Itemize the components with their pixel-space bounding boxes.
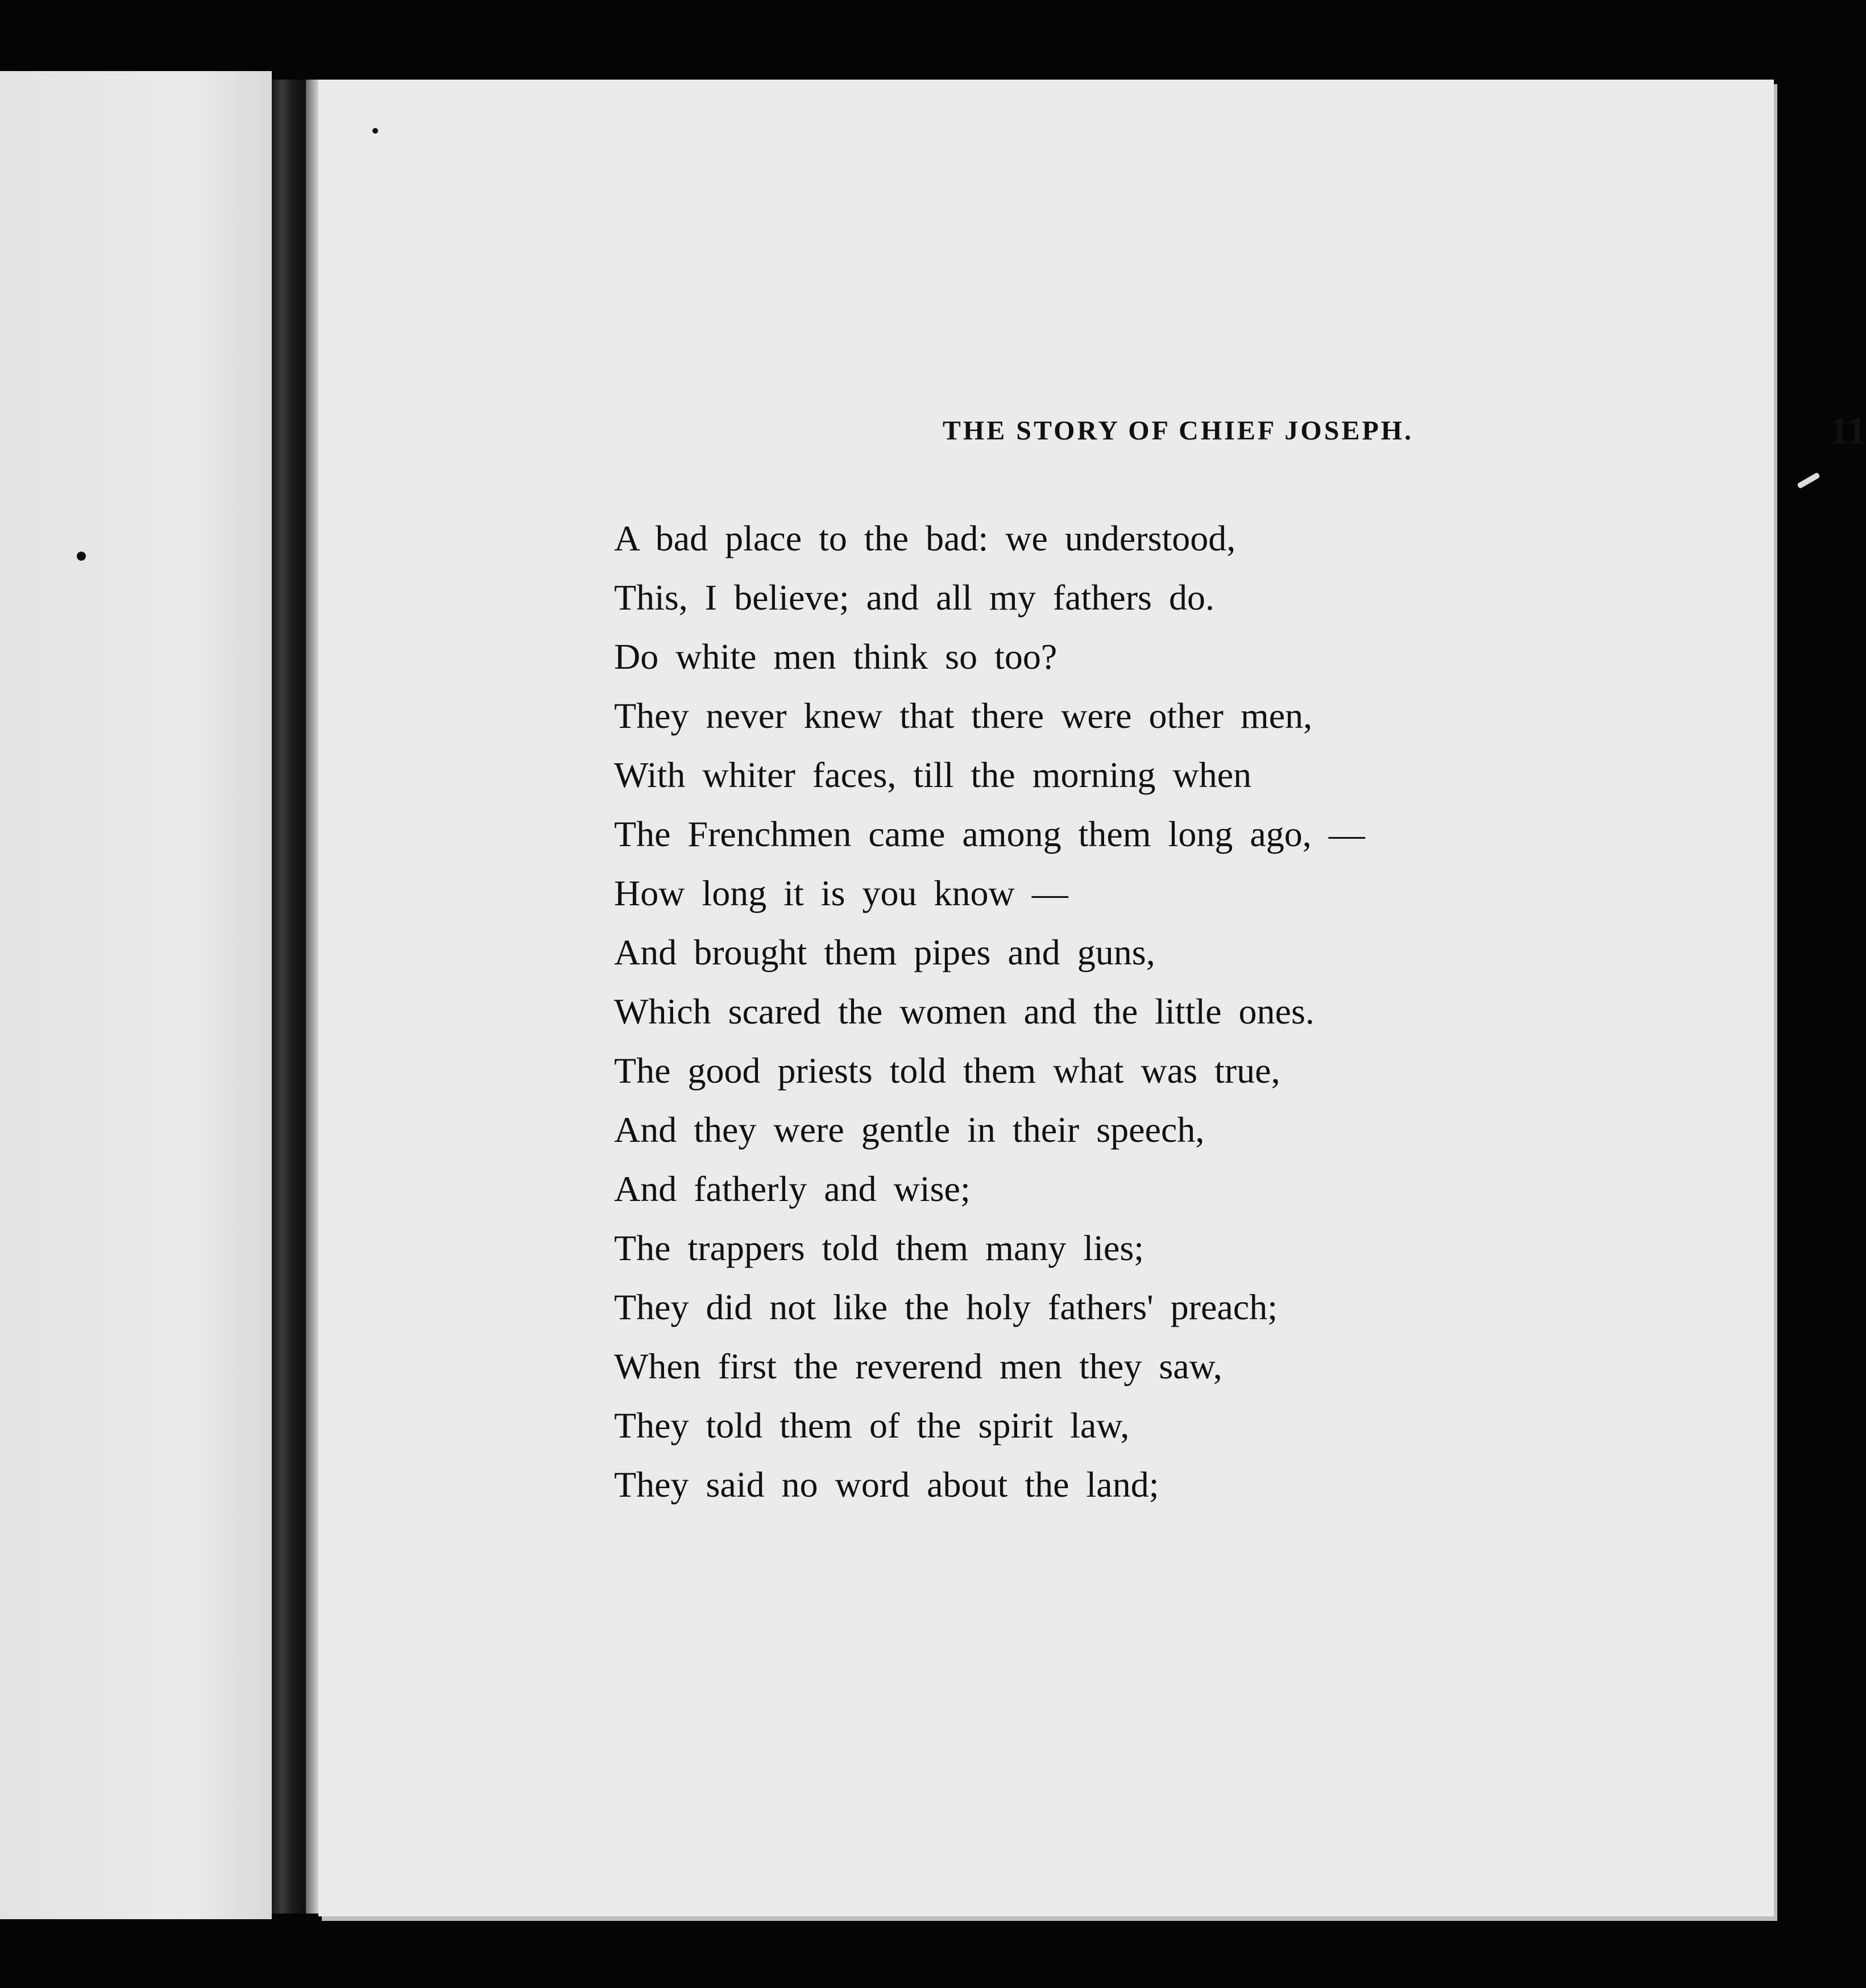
poem-line: With whiter faces, till the morning when	[614, 755, 1252, 795]
ink-speck	[372, 128, 378, 134]
running-title: THE STORY OF CHIEF JOSEPH.	[942, 416, 1414, 446]
gutter-shadow	[306, 80, 320, 1914]
right-page	[318, 80, 1866, 1916]
poem-line: They said no word about the land;	[614, 1464, 1159, 1505]
ink-speck	[77, 552, 86, 561]
poem-line: The trappers told them many lies;	[614, 1228, 1144, 1268]
ink-speck	[1797, 472, 1820, 489]
poem-text	[614, 509, 1694, 1514]
poem-line: The good priests told them what was true,	[614, 1050, 1280, 1091]
page-number: 11	[1829, 409, 1866, 452]
poem-line: How long it is you know —	[614, 873, 1068, 913]
poem-line: This, I believe; and all my fathers do.	[614, 577, 1214, 618]
running-head	[757, 409, 1866, 466]
poem-line: Which scared the women and the little ones.	[614, 991, 1315, 1032]
poem-line: And brought them pipes and guns,	[614, 932, 1155, 972]
poem-line: Do white men think so too?	[614, 636, 1058, 677]
poem-line: They never knew that there were other men,	[614, 695, 1313, 736]
poem-line: They did not like the holy fathers' preach;	[614, 1287, 1278, 1327]
poem-line: And they were gentle in their speech,	[614, 1109, 1205, 1150]
poem-line: The Frenchmen came among them long ago, —	[614, 814, 1365, 854]
book-spine	[272, 80, 306, 1914]
poem-line: And fatherly and wise;	[614, 1169, 971, 1209]
poem-line: A bad place to the bad: we understood,	[614, 518, 1236, 558]
poem-line: When first the reverend men they saw,	[614, 1346, 1222, 1386]
poem-line: They told them of the spirit law,	[614, 1405, 1130, 1446]
left-page	[0, 71, 272, 1919]
